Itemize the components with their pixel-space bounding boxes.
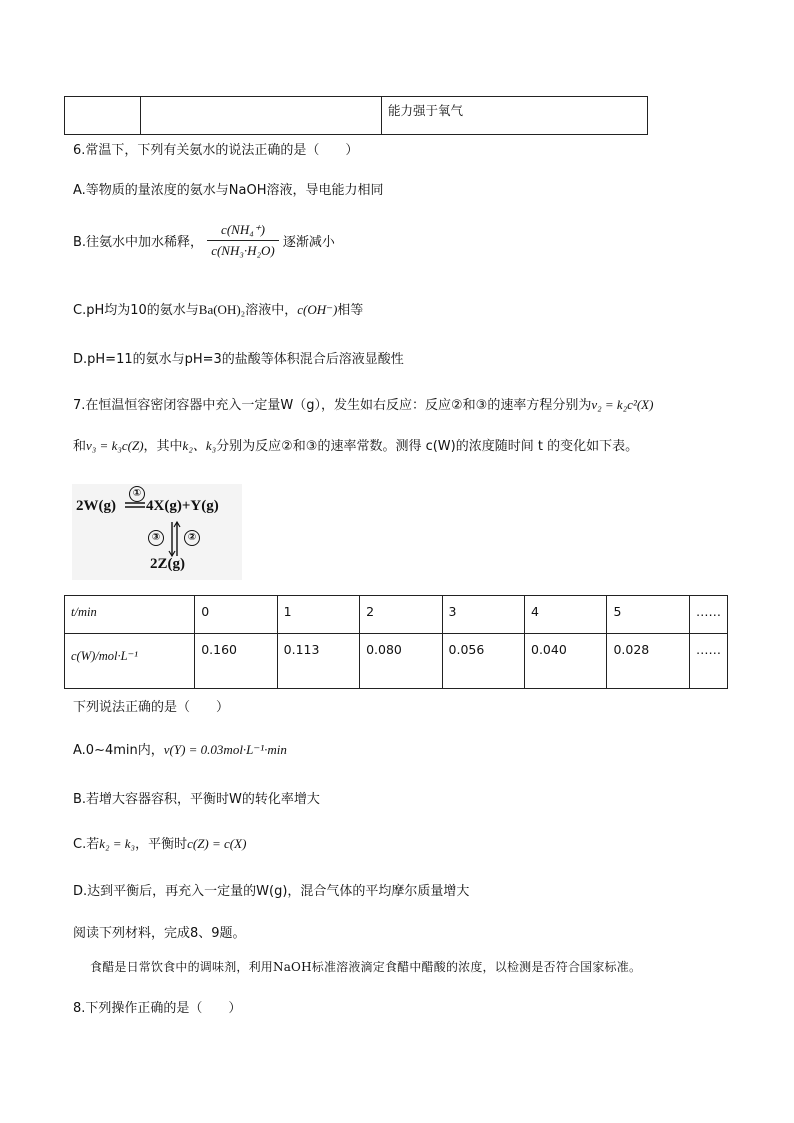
- concentration-cell: [525, 634, 607, 689]
- q6-fraction-denominator: c(NH₃·H₂O): [211, 243, 275, 258]
- q7-option-a-formula: v(Y) = 0.03mol·L⁻¹·min: [163, 742, 287, 757]
- concentration-value: 0.160: [201, 642, 237, 657]
- time-cell: [360, 596, 442, 634]
- q7-rate-constants: k₂、k₃: [182, 438, 217, 453]
- q7-option-a: [73, 739, 287, 758]
- reaction-diagram: [72, 484, 242, 580]
- q6-option-c-tail: 相等: [337, 303, 364, 318]
- q6-option-b-text: B.往氨水中加水稀释，: [73, 235, 204, 250]
- time-value: ……: [696, 604, 721, 619]
- q7-line2-and: 和: [73, 439, 87, 454]
- concentration-cell: [690, 634, 728, 689]
- q7-option-c-text: C.若: [73, 837, 100, 852]
- top-table-cell-3: [382, 97, 648, 135]
- q7-option-c: [73, 833, 246, 852]
- time-value: 0: [201, 604, 210, 619]
- concentration-cell: [442, 634, 524, 689]
- q6-option-c-text: C.pH均为10的氨水与: [73, 303, 199, 318]
- time-value: 2: [366, 604, 375, 619]
- concentration-cell: [360, 634, 442, 689]
- time-cell: [525, 596, 607, 634]
- q8-stem: 8.下列操作正确的是（ ）: [73, 1001, 242, 1016]
- q7-line2: [73, 435, 638, 454]
- concentration-cell: [607, 634, 690, 689]
- q7-line1-text: 7.在恒温恒容密闭容器中充入一定量W（g），发生如右反应：反应②和③的速率方程分别为: [73, 398, 592, 413]
- time-label: t/min: [71, 605, 97, 619]
- concentration-cell: [277, 634, 359, 689]
- table-row-label: [65, 634, 195, 689]
- top-table-cell-3-text: 能力强于氧气: [388, 103, 464, 118]
- time-value: 4: [531, 604, 539, 619]
- equilibrium-arrow-icon: [124, 500, 146, 510]
- q6-option-c: [73, 299, 363, 318]
- reaction-products: 4X(g)+Y(g): [146, 498, 219, 514]
- time-cell: [195, 596, 277, 634]
- time-cell: [690, 596, 728, 634]
- concentration-value: 0.028: [613, 642, 650, 657]
- reaction-reactant: 2W(g): [76, 498, 116, 514]
- q7-option-c-mid: ，平衡时: [135, 837, 188, 852]
- top-table-cell-1: [65, 97, 141, 135]
- time-value: 1: [283, 604, 292, 619]
- q7-option-a-text: A.0~4min内，: [73, 743, 164, 758]
- concentration-table: [64, 595, 728, 689]
- top-table-cell-2: [141, 97, 382, 135]
- q6-option-d: D.pH=11的氨水与pH=3的盐酸等体积混合后溶液显酸性: [73, 352, 404, 367]
- time-cell: [442, 596, 524, 634]
- reading-intro: 阅读下列材料，完成8、9题。: [73, 926, 246, 941]
- concentration-value: 0.040: [531, 642, 567, 657]
- concentration-value: 0.113: [283, 642, 320, 657]
- q7-rate-eq-2: v₂ = k₂c²(X): [591, 397, 654, 412]
- reaction-product-z: 2Z(g): [150, 556, 185, 572]
- q7-option-c-formula1: k₂ = k₃: [99, 836, 136, 851]
- top-table: [64, 96, 648, 135]
- q6-option-b: [73, 222, 335, 259]
- time-value: 3: [448, 604, 457, 619]
- q7-option-c-formula2: c(Z) = c(X): [187, 836, 247, 851]
- q6-option-b-tail: 逐渐减小: [282, 235, 335, 250]
- q6-option-a: A.等物质的量浓度的氨水与NaOH溶液，导电能力相同: [73, 183, 384, 198]
- reading-material: 食醋是日常饮食中的调味剂，利用NaOH标准溶液滴定食醋中醋酸的浓度，以检测是否符合国家标准。: [90, 960, 642, 974]
- q7-line2-tail: 分别为反应②和③的速率常数。测得 c(W)的浓度随时间 t 的变化如下表。: [216, 439, 639, 454]
- concentration-value: 0.080: [366, 642, 402, 657]
- q7-rate-eq-3: v₃ = k₃c(Z): [86, 438, 144, 453]
- reaction-label-3: ③: [148, 530, 164, 546]
- q7-line1: [73, 394, 653, 413]
- concentration-cell: [195, 634, 277, 689]
- q6-fraction: [207, 222, 279, 259]
- time-cell: [607, 596, 690, 634]
- table-header-label: [65, 596, 195, 634]
- reaction-label-1: ①: [129, 486, 145, 502]
- reaction-label-2: ②: [184, 530, 200, 546]
- vertical-equilibrium-arrow-icon: [168, 520, 182, 558]
- q7-prompt: 下列说法正确的是（ ）: [73, 700, 230, 715]
- concentration-value: 0.056: [448, 642, 485, 657]
- q7-option-b: B.若增大容器容积，平衡时W的转化率增大: [73, 792, 320, 807]
- q6-fraction-numerator: c(NH₄⁺): [207, 222, 279, 241]
- q6-stem: 6.常温下，下列有关氨水的说法正确的是（ ）: [73, 143, 359, 158]
- q7-line2-mid: ，其中: [143, 439, 183, 454]
- q6-option-c-formula: Ba(OH)₂: [198, 302, 246, 317]
- q7-option-d: D.达到平衡后，再充入一定量的W(g)，混合气体的平均摩尔质量增大: [73, 884, 470, 899]
- concentration-value: ……: [696, 642, 721, 657]
- time-cell: [277, 596, 359, 634]
- time-value: 5: [613, 604, 622, 619]
- q6-option-c-formula2: c(OH⁻): [297, 302, 338, 317]
- q6-option-c-text2: 溶液中，: [245, 303, 298, 318]
- concentration-label: c(W)/mol·L⁻¹: [71, 649, 138, 663]
